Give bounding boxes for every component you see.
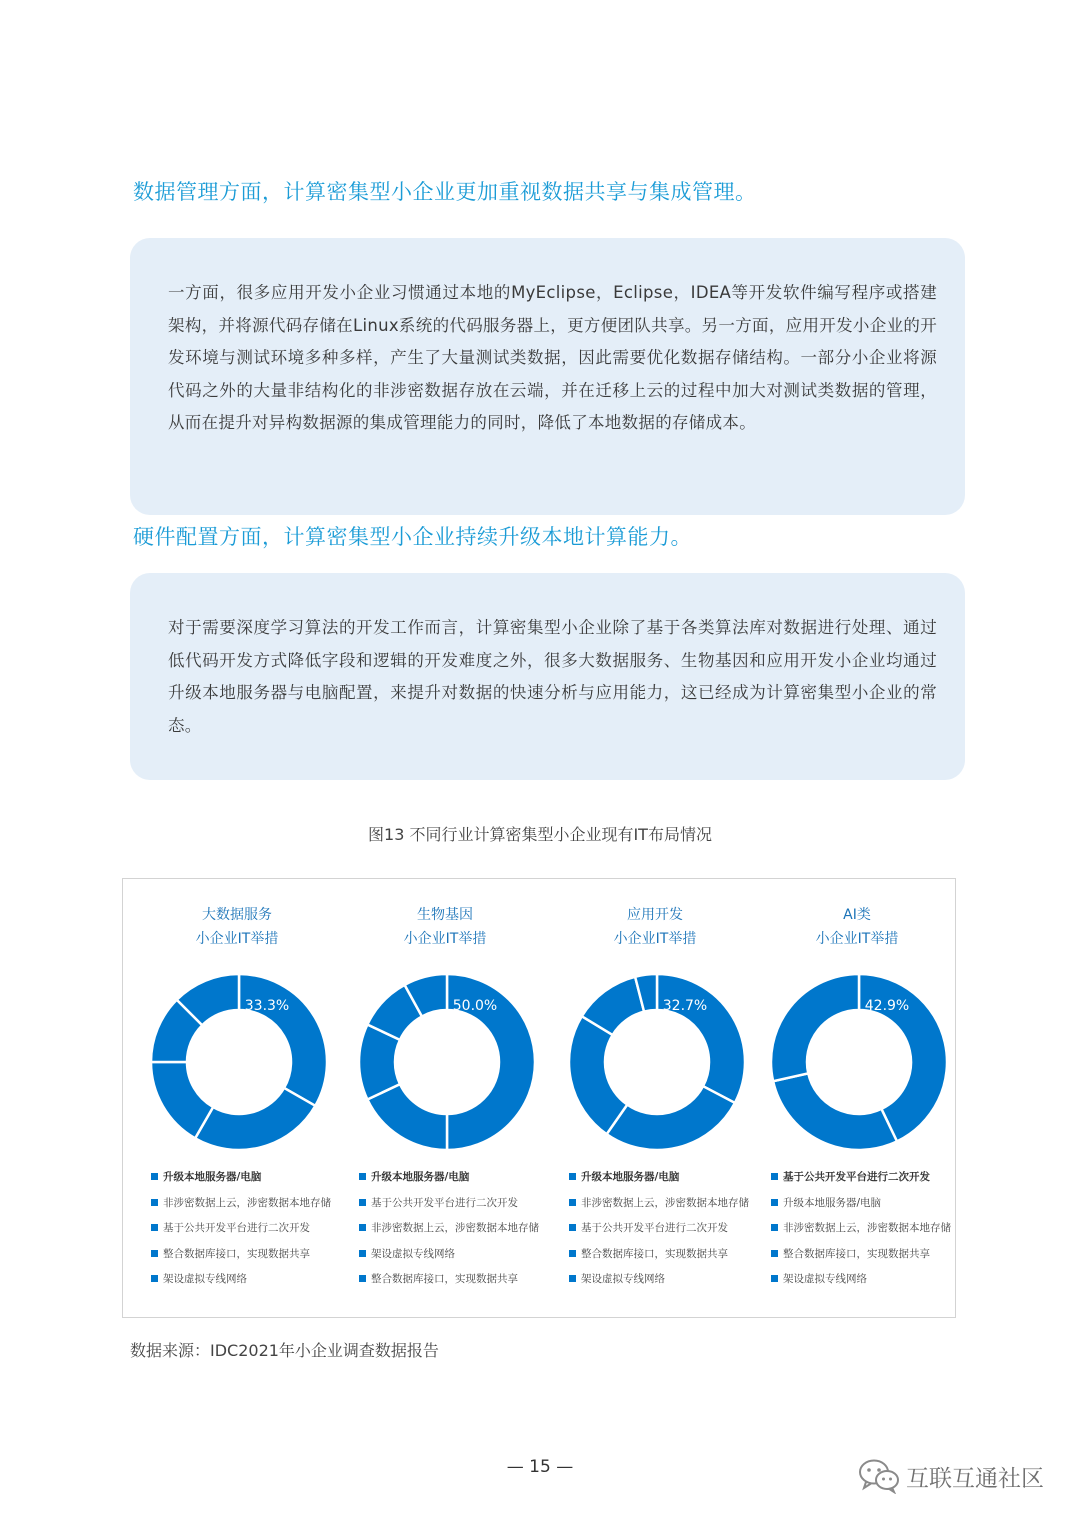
legend-swatch — [771, 1224, 778, 1231]
legend-swatch — [569, 1199, 576, 1206]
data-source: 数据来源：IDC2021年小企业调查数据报告 — [130, 1341, 439, 1360]
legend-label: 整合数据库接口，实现数据共享 — [371, 1273, 518, 1285]
donut-value-label: 33.3% — [244, 998, 290, 1014]
legend-item — [359, 1246, 539, 1272]
watermark-text: 互联互通社区 — [906, 1465, 1044, 1492]
donut-panel — [341, 879, 549, 1317]
watermark — [858, 1458, 1044, 1494]
legend-label: 升级本地服务器/电脑 — [581, 1171, 680, 1183]
paragraph-box-data-management-text — [130, 238, 965, 488]
legend-item — [771, 1220, 951, 1246]
legend-label: 基于公共开发平台进行二次开发 — [163, 1222, 310, 1234]
legend-item — [151, 1246, 331, 1272]
legend-item — [569, 1271, 749, 1297]
legend-swatch — [359, 1224, 366, 1231]
legend-swatch — [359, 1199, 366, 1206]
legend-label: 基于公共开发平台进行二次开发 — [783, 1171, 930, 1183]
legend-label: 基于公共开发平台进行二次开发 — [581, 1222, 728, 1234]
donut-value-label: 42.9% — [864, 998, 910, 1014]
legend-item — [359, 1220, 539, 1246]
legend-item — [771, 1246, 951, 1272]
donut-slice — [239, 974, 327, 1106]
donut-panel — [133, 879, 341, 1317]
legend-item — [151, 1220, 331, 1246]
paragraph-hardware: 对于需要深度学习算法的开发工作而言，计算密集型小企业除了基于各类算法库对数据进行处理、通过低代码开发方式降低字段和逻辑的开发难度之外，很多大数据服务、生物基因和应用开发小企业均通过升级本地服务器与电脑配置，来提升对数据的快速分析与应用能力，这已经成为计算密集型小企业的常态。 — [168, 618, 937, 735]
legend-item — [569, 1246, 749, 1272]
donut-slice — [195, 1088, 315, 1150]
legend-label: 架设虚拟专线网络 — [581, 1273, 665, 1285]
donut-title-line: AI类 — [843, 907, 871, 923]
legend-label: 架设虚拟专线网络 — [371, 1247, 455, 1260]
legend-label: 升级本地服务器/电脑 — [163, 1171, 262, 1183]
legend-swatch — [151, 1224, 158, 1231]
donut-panel — [753, 879, 961, 1317]
legend-label: 整合数据库接口，实现数据共享 — [163, 1247, 310, 1260]
section-heading-data-management: 数据管理方面，计算密集型小企业更加重视数据共享与集成管理。 — [133, 180, 757, 204]
donut-title-line: 大数据服务 — [202, 907, 272, 923]
donut-title-line: 生物基因 — [417, 907, 473, 923]
legend-swatch — [569, 1275, 576, 1282]
legend-item — [569, 1220, 749, 1246]
donut-subtitle-line: 小企业IT举措 — [815, 931, 899, 947]
legend-label: 非涉密数据上云，涉密数据本地存储 — [581, 1196, 749, 1209]
legend-swatch — [151, 1275, 158, 1282]
legend-label: 架设虚拟专线网络 — [163, 1273, 247, 1285]
legend-label: 非涉密数据上云，涉密数据本地存储 — [163, 1196, 331, 1209]
donut-legend — [359, 1169, 539, 1297]
wechat-icon — [858, 1458, 900, 1494]
legend-label: 基于公共开发平台进行二次开发 — [371, 1196, 518, 1209]
legend-swatch — [359, 1173, 366, 1180]
donut-legend — [569, 1169, 749, 1297]
donut-chart-figure — [122, 878, 956, 1318]
legend-swatch — [151, 1199, 158, 1206]
donut-legend — [771, 1169, 951, 1297]
legend-label: 架设虚拟专线网络 — [783, 1273, 867, 1285]
legend-swatch — [569, 1250, 576, 1257]
donut-subtitle-line: 小企业IT举措 — [195, 931, 279, 947]
legend-item — [151, 1195, 331, 1221]
legend-swatch — [771, 1173, 778, 1180]
legend-item — [359, 1169, 539, 1195]
legend-label: 非涉密数据上云，涉密数据本地存储 — [371, 1222, 539, 1234]
donut-panel — [551, 879, 759, 1317]
legend-swatch — [359, 1275, 366, 1282]
legend-swatch — [151, 1173, 158, 1180]
donut-slice — [607, 1086, 735, 1150]
legend-item — [569, 1195, 749, 1221]
donut-title — [341, 903, 549, 951]
legend-swatch — [151, 1250, 158, 1257]
donut-chart — [150, 973, 328, 1151]
donut-title-line: 应用开发 — [627, 907, 683, 923]
legend-swatch — [771, 1275, 778, 1282]
legend-label: 整合数据库接口，实现数据共享 — [783, 1247, 930, 1260]
legend-swatch — [771, 1199, 778, 1206]
section-heading-hardware: 硬件配置方面，计算密集型小企业持续升级本地计算能力。 — [133, 525, 692, 549]
donut-legend — [151, 1169, 331, 1297]
donut-subtitle-line: 小企业IT举措 — [613, 931, 697, 947]
page-number: — 15 — — [506, 1457, 574, 1477]
legend-item — [359, 1195, 539, 1221]
donut-title — [551, 903, 759, 951]
donut-slice — [657, 974, 745, 1103]
donut-slice — [569, 1016, 627, 1134]
paragraph-data-management: 一方面，很多应用开发小企业习惯通过本地的MyEclipse，Eclipse，IDEA等开发软件编写程序或搭建架构，并将源代码存储在Linux系统的代码服务器上，更方便团队共享。另一方面，应用开发小企业的开发环境与测试环境多种多样，产生了大量测试类数据，因此需要优化数据存储结构。一部分小企业将源代码之外的大量非结构化的非涉密数据存放在云端，并在迁移上云的过程中加大对测试类数据的管理，从而在提升对异构数据源的集成管理能力的同时，降低了本地数据的存储成本。 — [168, 283, 937, 432]
legend-item — [151, 1169, 331, 1195]
legend-item — [771, 1195, 951, 1221]
legend-item — [771, 1271, 951, 1297]
legend-label: 升级本地服务器/电脑 — [783, 1196, 882, 1209]
legend-swatch — [771, 1250, 778, 1257]
legend-item — [151, 1271, 331, 1297]
donut-slice — [771, 974, 859, 1081]
legend-label: 整合数据库接口，实现数据共享 — [581, 1247, 728, 1260]
legend-item — [359, 1271, 539, 1297]
donut-chart — [770, 973, 948, 1151]
legend-swatch — [569, 1224, 576, 1231]
donut-slice — [773, 1073, 897, 1150]
donut-value-label: 32.7% — [662, 998, 708, 1014]
donut-title — [133, 903, 341, 951]
donut-subtitle-line: 小企业IT举措 — [403, 931, 487, 947]
paragraph-box-hardware — [130, 573, 965, 780]
donut-chart — [358, 973, 536, 1151]
donut-chart — [568, 973, 746, 1151]
figure-caption: 图13 不同行业计算密集型小企业现有IT布局情况 — [368, 825, 712, 844]
legend-item — [569, 1169, 749, 1195]
legend-label: 非涉密数据上云，涉密数据本地存储 — [783, 1222, 951, 1234]
donut-title — [753, 903, 961, 951]
legend-swatch — [359, 1250, 366, 1257]
legend-swatch — [569, 1173, 576, 1180]
donut-value-label: 50.0% — [452, 998, 498, 1014]
legend-label: 升级本地服务器/电脑 — [371, 1171, 470, 1183]
legend-item — [771, 1169, 951, 1195]
